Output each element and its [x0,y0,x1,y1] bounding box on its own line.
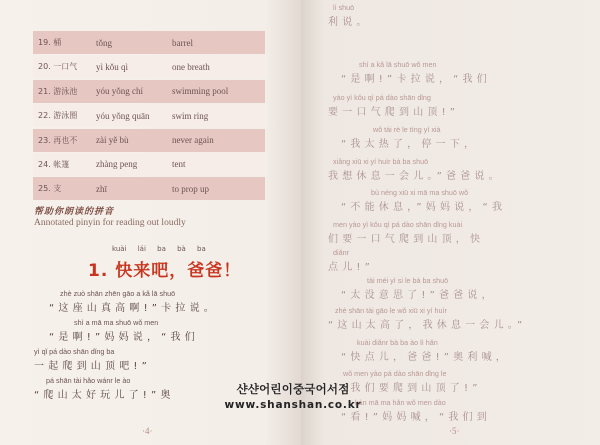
vocab-row [33,104,265,127]
line-pinyin: zhè shān tài gāo le wǒ xiū xi yí huìr [335,306,447,315]
page-number-right: ·5· [449,426,460,436]
line-pinyin: kuài diǎnr bà ba ào lì hǎn [357,338,438,347]
line-pinyin: tài méi yì si le bà ba shuō [367,276,449,285]
line-chinese: “看!”妈妈喊，“我们到 [341,412,491,423]
line-chinese: 一起爬到山顶吧!” [34,361,151,372]
line-chinese: 利说。 [328,17,371,28]
vocab-number: 22. [38,111,51,121]
line-chinese: “这山太高了，我休息一会儿。” [328,320,527,331]
vocab-term [33,183,96,194]
line-pinyin: pá shān tài hǎo wánr le ào [46,376,131,385]
vocab-pinyin: zhàng peng [96,159,138,170]
line-pinyin: kàn mā ma hǎn wǒ men dào [355,398,446,407]
line-chinese: “爬山太好玩儿了!”奥 [34,390,175,401]
line-chinese: 要一口气爬到山顶!” [328,107,460,118]
vocab-pinyin: tǒng [96,37,113,48]
line-chinese: “我们要爬到山顶了!” [341,383,482,394]
vocab-row [33,129,265,152]
vocab-number: 24. [38,159,51,169]
right-page [301,0,600,445]
vocab-term [33,86,96,97]
line-pinyin: yào yì kǒu qì pá dào shān dǐng [333,93,431,102]
vocab-row [33,31,265,54]
line-chinese: 点儿!” [328,262,374,273]
vocab-pinyin: yóu yǒng quān [96,110,150,121]
vocab-english: tent [172,159,186,170]
vocab-chinese: 帐篷 [53,159,70,169]
line-chinese: “太没意思了!”爸爸说， [341,290,496,301]
vocab-chinese: 游泳池 [53,86,78,96]
vocab-term [33,135,96,146]
line-pinyin: bù néng xiū xi mā ma shuō wǒ [371,188,469,197]
chapter-title-pinyin: kuài lái ba bà ba [112,245,206,253]
line-pinyin: yì qǐ pá dào shān dǐng ba [34,347,115,356]
vocab-number: 25. [38,184,51,194]
line-pinyin: xiǎng xiū xi yí huìr bà ba shuō [333,157,429,166]
line-pinyin: lì shuō [333,3,355,12]
vocab-term [33,159,96,170]
vocab-pinyin: yóu yǒng chí [96,86,143,97]
vocab-term [33,110,96,121]
vocabulary-table [33,31,265,202]
line-chinese: 我想休息一会儿。”爸爸说。 [328,171,503,182]
line-chinese: “这座山真高啊!”卡拉说。 [49,303,218,314]
vocab-english: to prop up [172,183,209,194]
pinyin-section-header-en: Annotated pinyin for reading out loudly [34,218,186,228]
line-pinyin: shì a mā ma shuō wǒ men [74,318,159,327]
chapter-title: 1. 快来吧，爸爸！ [88,261,242,281]
vocab-english: never again [172,135,214,146]
vocab-english: barrel [172,37,193,48]
vocab-chinese: 支 [53,184,62,194]
vocab-pinyin: zài yě bù [96,135,129,146]
vocab-term [33,37,96,48]
vocab-row [33,80,265,103]
line-chinese: “是啊!”卡拉说，“我们 [341,74,491,85]
pinyin-section-header-cn: 帮助你朗读的拼音 [34,207,115,217]
line-chinese: “快点儿，爸爸!”奥利喊， [341,352,510,363]
vocab-english: swim ring [172,110,209,121]
vocab-term [33,61,96,72]
vocab-number: 23. [38,135,51,145]
vocab-row [33,153,265,176]
watermark-store-name: 샨샨어린이중국어서점 [236,382,350,396]
vocab-number: 20. [38,62,51,72]
vocab-chinese: 游泳圈 [53,111,78,121]
line-pinyin: wǒ tài rè le tíng yí xià [373,125,441,134]
watermark-url: www.shanshan.co.kr [224,399,362,411]
vocab-english: one breath [172,61,210,72]
vocab-chinese: 桶 [53,38,62,47]
vocab-pinyin: yì kǒu qì [96,61,129,72]
page-number-left: ·4· [142,426,153,436]
vocab-english: swimming pool [172,86,229,97]
vocab-pinyin: zhī [96,183,107,194]
vocab-chinese: 一口气 [53,62,78,72]
line-chinese: “是啊!”妈妈说，“我们 [49,332,199,343]
line-chinese: “不能休息，”妈妈说，“我 [341,202,507,213]
line-pinyin: diǎnr [333,248,349,257]
publisher-watermark [213,381,373,411]
line-chinese: 们要一口气爬到山顶，快 [328,234,485,245]
vocab-number: 19. [38,38,51,47]
line-pinyin: men yào yì kǒu qì pá dào shān dǐng kuài [333,220,463,229]
vocab-chinese: 再也不 [53,135,78,145]
line-pinyin: zhè zuò shān zhēn gāo a kǎ lā shuō [60,289,176,298]
vocab-row [33,177,265,200]
line-pinyin: shì a kǎ lā shuō wǒ men [359,60,437,69]
vocab-row [33,55,265,78]
line-pinyin: wǒ men yào pá dào shān dǐng le [343,369,447,378]
vocab-number: 21. [38,86,51,96]
line-chinese: “我太热了，停一下， [341,139,479,150]
